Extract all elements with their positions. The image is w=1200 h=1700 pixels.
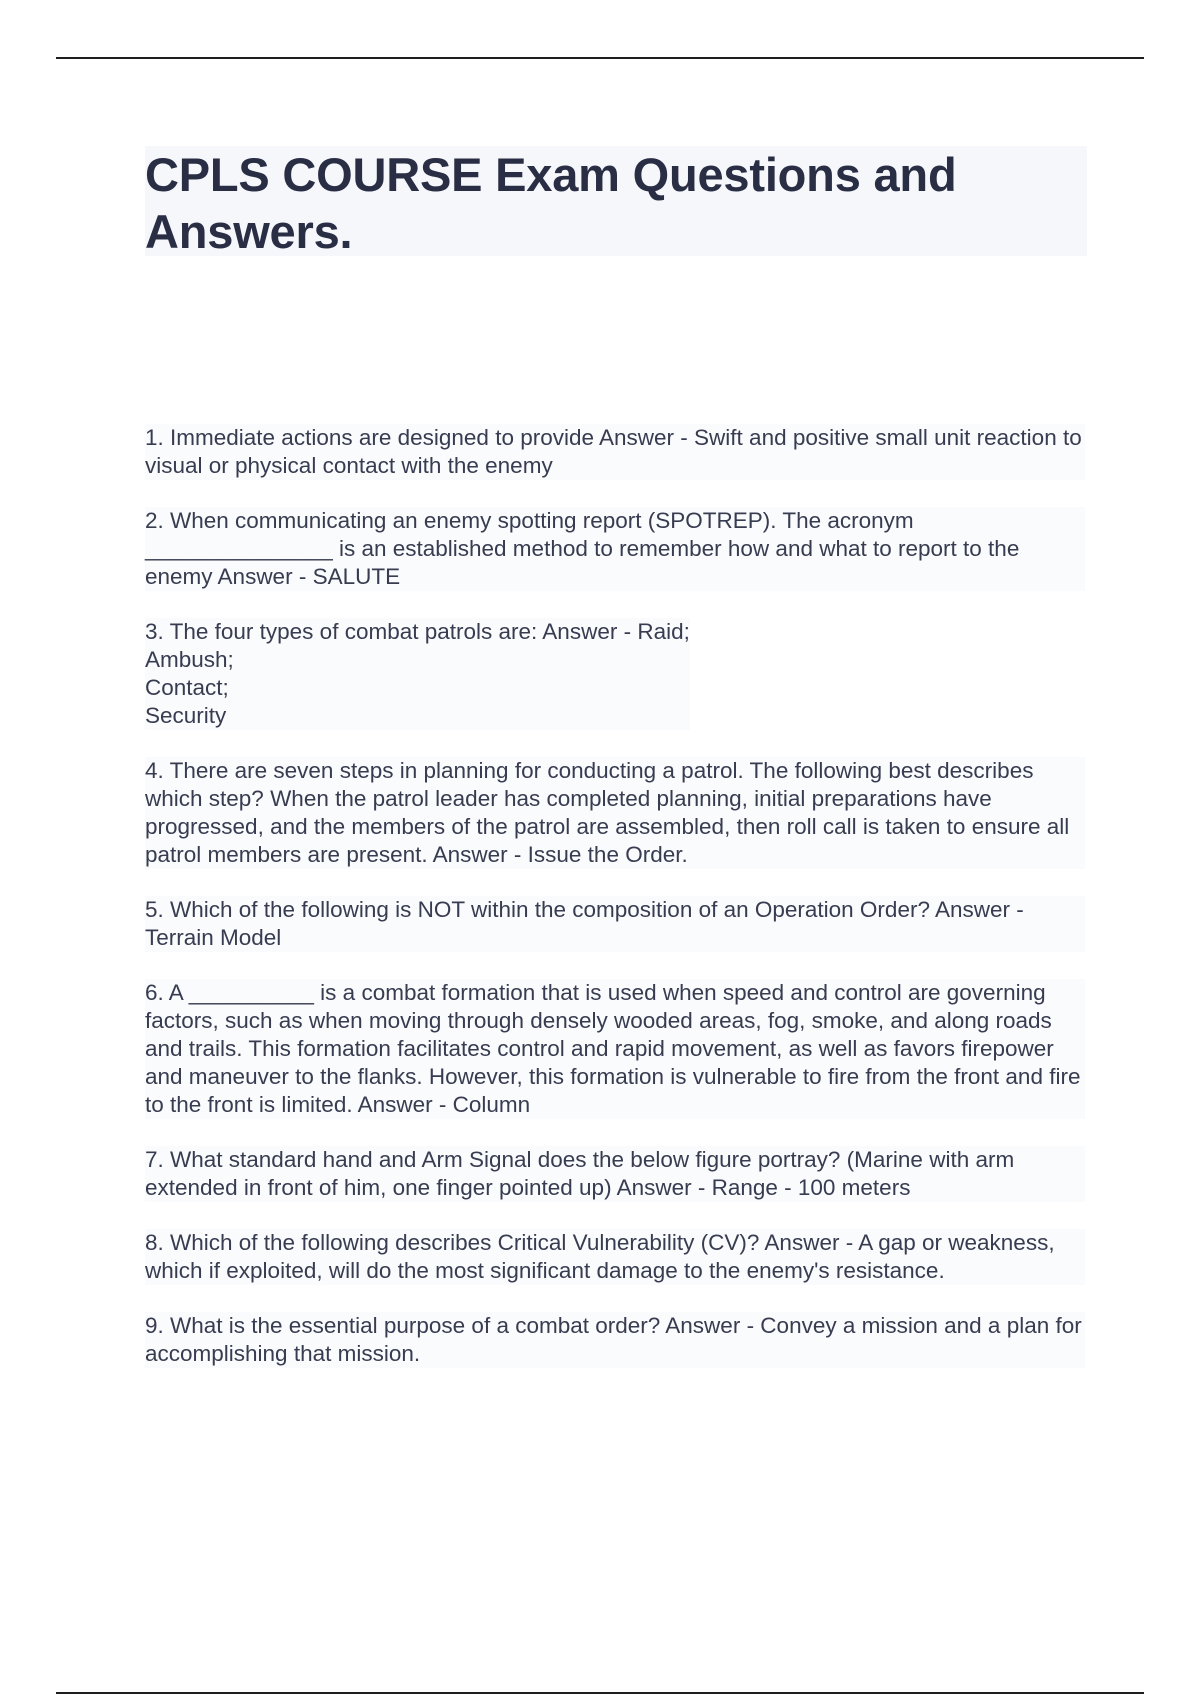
question-text: 9. What is the essential purpose of a combat order? Answer - Convey a mission and a plan for accomplishing that mission. [145,1313,1082,1366]
question-text: 2. When communicating an enemy spotting report (SPOTREP). The acronym _______________ is an established method to remember how and what to report to the enemy Answer - SALUTE [145,508,1020,589]
question-item-5 [145,896,1085,952]
question-text: 4. There are seven steps in planning for conducting a patrol. The following best describes which step? When the patrol leader has completed planning, initial preparations have progressed, and the members of the patrol are assembled, then roll call is taken to ensure all patrol members are present. Answer - Issue the Order. [145,758,1070,867]
top-rule [56,57,1144,59]
question-item-1 [145,424,1085,480]
question-item-2 [145,507,1085,591]
question-item-3 [145,618,690,730]
question-item-6 [145,979,1085,1119]
question-list [145,424,1085,1395]
question-text: 8. Which of the following describes Critical Vulnerability (CV)? Answer - A gap or weakness, which if exploited, will do the most significant damage to the enemy's resistance. [145,1230,1055,1283]
question-text: 7. What standard hand and Arm Signal does the below figure portray? (Marine with arm extended in front of him, one finger pointed up) Answer - Range - 100 meters [145,1147,1015,1200]
question-text: 6. A __________ is a combat formation that is used when speed and control are governing factors, such as when moving through densely wooded areas, fog, smoke, and along roads and trails. This formation facilitates control and rapid movement, as well as favors firepower and maneuver to the flanks. However, this formation is vulnerable to fire from the front and fire to the front is limited. Answer - Column [145,980,1081,1117]
question-text: 3. The four types of combat patrols are: Answer - Raid; Ambush; Contact; Security [145,619,690,728]
bottom-rule [56,1692,1144,1694]
question-item-9 [145,1312,1085,1368]
question-item-8 [145,1229,1085,1285]
page-title: CPLS COURSE Exam Questions and Answers. [145,148,957,258]
title-block [145,146,1087,256]
question-text: 5. Which of the following is NOT within the composition of an Operation Order? Answer - Terrain Model [145,897,1024,950]
question-text: 1. Immediate actions are designed to provide Answer - Swift and positive small unit reaction to visual or physical contact with the enemy [145,425,1082,478]
question-item-7 [145,1146,1085,1202]
question-item-4 [145,757,1085,869]
